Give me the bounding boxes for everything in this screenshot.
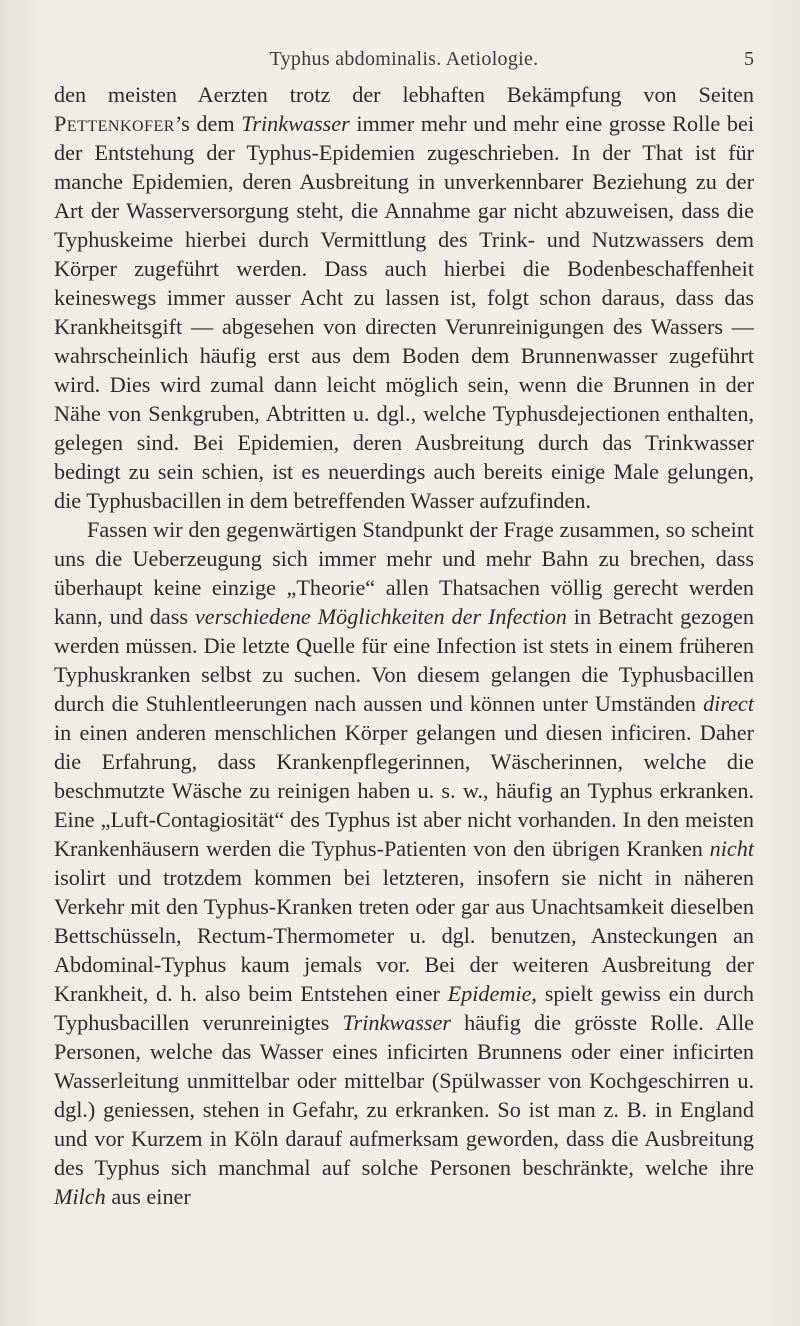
paragraph-2-text-7: aus einer [105, 1184, 191, 1209]
paragraph-1-text-2: ’s dem [174, 111, 242, 136]
emphasis-trinkwasser-2: Trinkwasser [342, 1010, 451, 1035]
emphasis-direct: direct [703, 691, 754, 716]
paragraph-2-text-1: Fassen wir den gegenwärtigen Standpunkt der Frage zusammen, so scheint uns die Ueberzeugung sich immer mehr und mehr Bahn zu brechen, dass überhaupt keine einzige „Theorie“ allen Thatsachen völlig gerecht werden kann, und dass [54, 517, 754, 629]
paragraph-2-text-3: in einen anderen menschlichen Körper gelangen und diesen inficiren. Daher die Erfahrung, dass Krankenpflegerinnen, Wäscherinnen, welche die beschmutzte Wäsche zu reinigen haben u. s. w., häufig an Typhus erkranken. Eine „Luft-Contagiosität“ des Typhus ist aber nicht vorhanden. In den meisten Krankenhäusern werden die Typhus-Patienten von den übrigen Kranken [54, 720, 754, 861]
page-number: 5 [744, 48, 754, 70]
paragraph-1-text-3: immer mehr und mehr eine grosse Rolle bei der Entstehung der Typhus-Epidemien zugeschrieben. In der That ist für manche Epidemien, deren Ausbreitung in unverkennbarer Beziehung zu der Art der Wasserversorgung steht, die Annahme gar nicht abzuweisen, dass die Typhuskeime hierbei durch Vermittlung des Trink- und Nutzwassers dem Körper zugeführt werden. Dass auch hierbei die Bodenbeschaffenheit keineswegs immer ausser Acht zu lassen ist, folgt schon daraus, dass das Krankheitsgift — abgesehen von directen Verunreinigungen des Wassers — wahrscheinlich häufig erst aus dem Boden dem Brunnenwasser zugeführt wird. Dies wird zumal dann leicht möglich sein, wenn die Brunnen in der Nähe von Senkgruben, Abtritten u. dgl., welche Typhusdejectionen enthalten, gelegen sind. Bei Epidemien, deren Ausbreitung durch das Trinkwasser bedingt zu sein schien, ist es neuerdings auch bereits einige Male gelungen, die Typhusbacillen in dem betreffenden Wasser aufzufinden. [54, 111, 755, 513]
paragraph-2-text-2: in Betracht gezogen werden müssen. Die letzte Quelle für eine Infection ist stets in einem früheren Typhuskranken selbst zu suchen. Von diesem gelangen die Typhusbacillen durch die Stuhlentleerungen nach aussen und können unter Umständen [54, 604, 754, 716]
paragraph-2-text-6: häufig die grösste Rolle. Alle Personen, welche das Wasser eines inficirten Brunnens oder einer inficirten Wasserleitung unmittelbar oder mittelbar (Spülwasser von Kochgeschirren u. dgl.) geniessen, stehen in Gefahr, zu erkranken. So ist man z. B. in England und vor Kurzem in Köln darauf aufmerksam geworden, dass die Ausbreitung des Typhus sich manchmal auf solche Personen beschränkte, welche ihre [54, 1010, 754, 1180]
emphasis-trinkwasser: Trinkwasser [241, 111, 350, 136]
paragraph-1-text-1: den meisten Aerzten trotz der lebhaften Bekämpfung von Seiten [54, 82, 754, 107]
emphasis-verschiedene-moeglichkeiten: verschiedene Möglichkeiten der Infection [194, 604, 567, 629]
running-title: Typhus abdominalis. Aetiologie. [269, 48, 539, 70]
emphasis-milch: Milch [54, 1184, 106, 1209]
page-header [54, 48, 754, 78]
author-name-pettenkofer: Pettenkofer [54, 111, 175, 136]
emphasis-epidemie: Epidemie [447, 981, 532, 1006]
emphasis-nicht: nicht [709, 836, 754, 861]
paragraph-2 [54, 515, 754, 1211]
paragraph-2-text-4: isolirt und trotzdem kommen bei letzteren, insofern sie nicht in näheren Verkehr mit den Typhus-Kranken treten oder gar aus Unachtsamkeit dieselben Bettschüsseln, Rectum-Thermometer u. dgl. benutzen, Ansteckungen an Abdominal-Typhus kaum jemals vor. Bei der weiteren Ausbreitung der Krankheit, d. h. also beim Entstehen einer [54, 865, 754, 1006]
body-text [54, 80, 754, 1211]
paragraph-1 [54, 80, 754, 515]
paragraph-2-text-5: , spielt gewiss ein durch Typhusbacillen verunreinigtes [54, 981, 754, 1035]
